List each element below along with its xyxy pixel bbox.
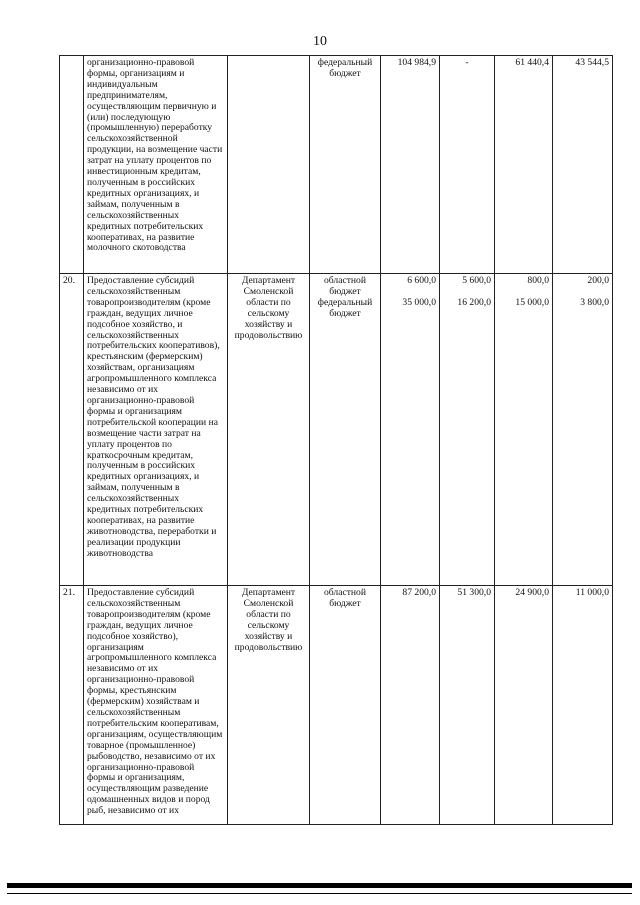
row-executor: Департамент Смоленской области по сельскому хозяйству и продовольствию (228, 274, 310, 586)
table-row (60, 56, 613, 274)
row-description: организационно-правовой формы, организациям и индивидуальным предпринимателям, осуществляющим первичную и (или) последующую (промышленную) переработку сельскохозяйственной продукции, на возмещение части затрат на уплату процентов по инвестиционным кредитам, полученным в российских кредитных организациях, и займам, полученным в сельскохозяйственных кредитных потребительских кооперативах, на развитие молочного скотоводства (84, 56, 228, 274)
page-bottom-thin-rule (7, 893, 632, 894)
row-funding-source: областной бюджет (310, 586, 381, 825)
row-number (60, 56, 84, 274)
table-row (60, 586, 613, 825)
row-funding-source: областной бюджет федеральный бюджет (310, 274, 381, 586)
row-total: 104 984,9 (381, 56, 440, 274)
row-year2: 61 440,4 (495, 56, 553, 274)
program-table (59, 55, 613, 825)
row-executor: Департамент Смоленской области по сельскому хозяйству и продовольствию (228, 586, 310, 825)
row-year3: 200,0 3 800,0 (553, 274, 613, 586)
row-executor (228, 56, 310, 274)
row-year1: 5 600,0 16 200,0 (440, 274, 495, 586)
row-year1: - (440, 56, 495, 274)
row-total: 87 200,0 (381, 586, 440, 825)
row-description: Предоставление субсидий сельскохозяйственным товаропроизводителям (кроме граждан, ведущих личное подсобное хозяйство), организациям агропромышленного комплекса независимо от их организационно-правовой формы, крестьянским (фермерским) хозяйствам и сельскохозяйственным потребительским кооперативам, организациям, осуществляющим товарное (промышленное) рыбоводство, независимо от их организационно-правовой формы и организациям, осуществляющим разведение одомашненных видов и пород рыб, независимо от их (84, 586, 228, 825)
row-funding-source: федеральный бюджет (310, 56, 381, 274)
row-year3: 11 000,0 (553, 586, 613, 825)
page-bottom-rule (7, 883, 632, 888)
row-year3: 43 544,5 (553, 56, 613, 274)
row-year2: 800,0 15 000,0 (495, 274, 553, 586)
row-year1: 51 300,0 (440, 586, 495, 825)
row-description: Предоставление субсидий сельскохозяйственным товаропроизводителям (кроме граждан, ведущих личное подсобное хозяйство, и сельскохозяйственных потребительских кооперативов), крестьянским (фермерским) хозяйствам, организациям агропромышленного комплекса независимо от их организационно-правовой формы и организациям потребительской кооперации на возмещение части затрат на уплату процентов по краткосрочным кредитам, полученным в российских кредитных организациях, и займам, полученным в сельскохозяйственных кредитных потребительских кооперативах, на развитие животноводства, переработки и реализации продукции животноводства (84, 274, 228, 586)
table-row (60, 274, 613, 586)
row-total: 6 600,0 35 000,0 (381, 274, 440, 586)
row-number: 21. (60, 586, 84, 825)
row-number: 20. (60, 274, 84, 586)
page-number: 10 (313, 34, 327, 49)
row-year2: 24 900,0 (495, 586, 553, 825)
